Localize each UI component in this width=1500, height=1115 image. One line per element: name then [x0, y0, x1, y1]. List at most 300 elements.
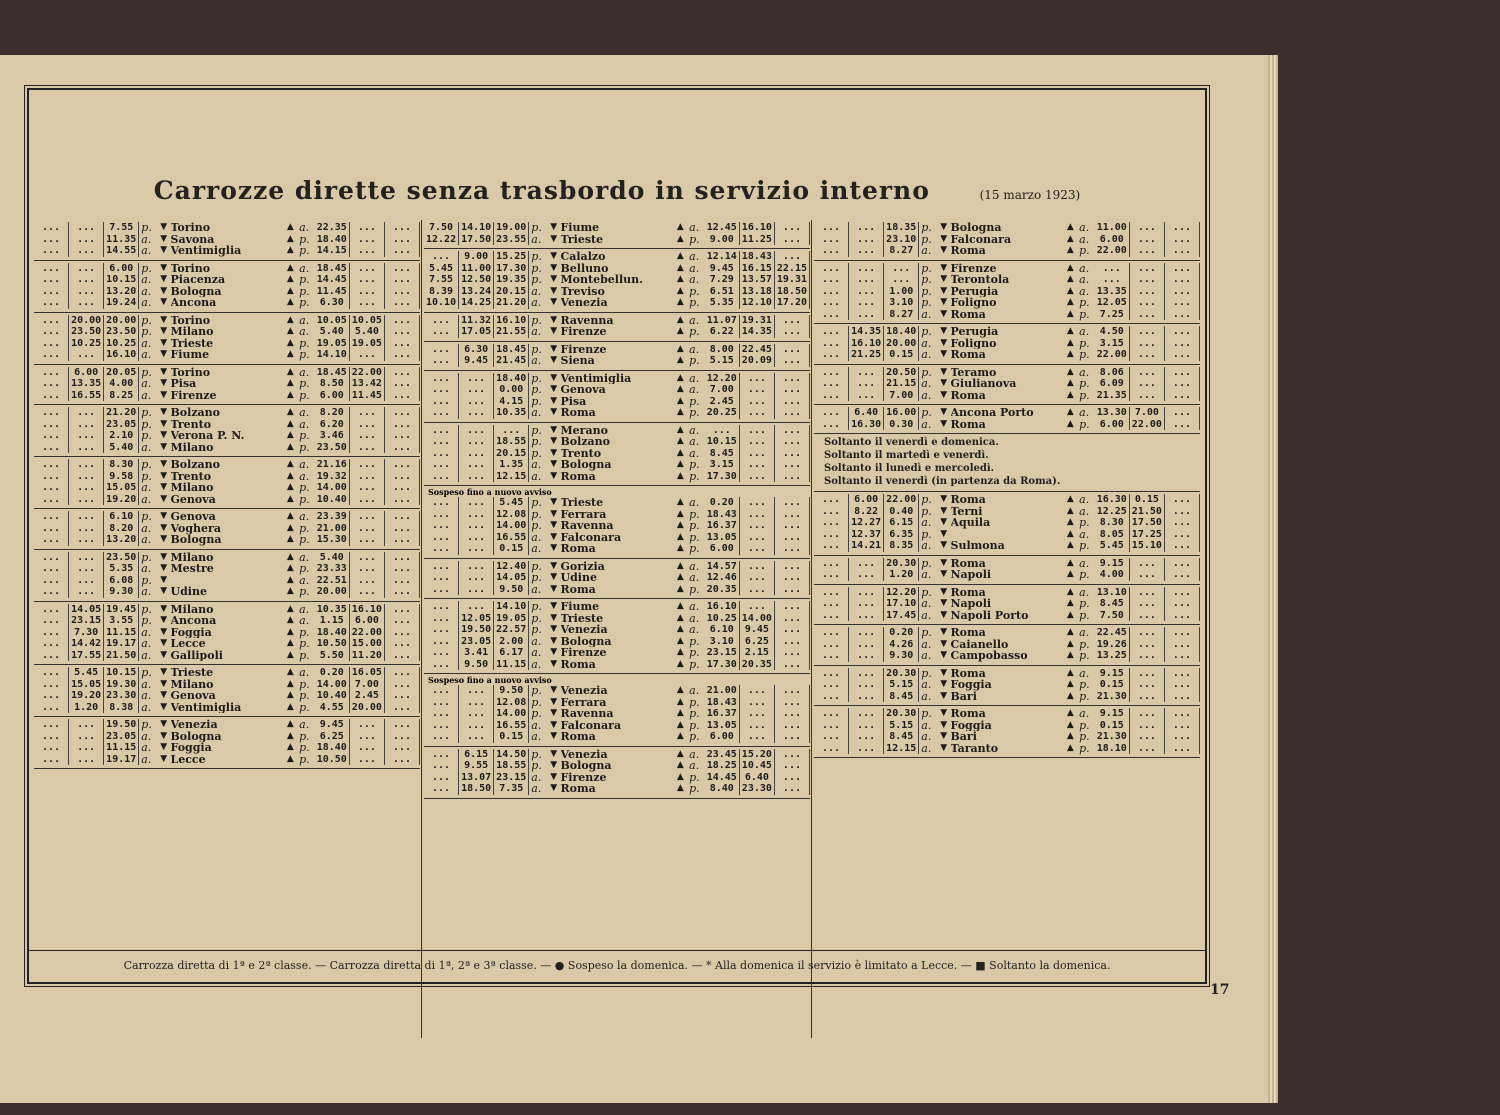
time-cell: ... [69, 297, 104, 309]
arr-dep-flag: a. [921, 336, 932, 350]
time-cell: ... [459, 471, 494, 483]
time-cell: 18.25 [705, 760, 740, 772]
direction-down-icon: ▼ [160, 441, 168, 452]
arr-dep-flag: p. [141, 406, 152, 419]
arr-dep-flag: a. [1079, 504, 1090, 518]
time-cell: 12.20 [884, 587, 919, 599]
time-cell: 20.00 [315, 586, 350, 598]
time-cell: 23.50 [315, 442, 350, 454]
timetable-row [814, 297, 1200, 309]
time-cell: 9.58 [104, 471, 139, 483]
time-cell: ... [1165, 691, 1200, 703]
time-cell: ... [69, 349, 104, 361]
timetable-block [424, 220, 810, 249]
time-cell: ... [459, 561, 494, 573]
direction-up-icon: ▲ [1066, 650, 1074, 660]
arr-dep-flag: a. [141, 637, 152, 650]
time-cell: 14.10 [315, 349, 350, 361]
timetable-row [34, 442, 420, 454]
station-name: Milano [170, 441, 214, 453]
timetable-frame [27, 88, 1207, 984]
time-cell: 18.45 [315, 263, 350, 275]
direction-down-icon: ▼ [160, 574, 168, 585]
time-cell: 10.25 [69, 338, 104, 350]
direction-down-icon: ▼ [940, 719, 948, 730]
time-cell: 5.40 [350, 326, 385, 338]
station-name: Calalzo [560, 251, 606, 263]
timetable-block [34, 509, 420, 550]
time-cell: ... [459, 396, 494, 408]
time-cell: ... [69, 731, 104, 743]
station-name: Foligno [950, 337, 997, 349]
arr-dep-flag: p. [299, 284, 310, 298]
station-name: Pisa [560, 395, 587, 407]
time-cell: ... [350, 494, 385, 506]
time-cell: ... [34, 234, 69, 246]
station-name: Venezia [560, 748, 608, 760]
time-cell: ... [385, 286, 420, 298]
direction-up-icon: ▲ [286, 690, 294, 700]
time-cell: ... [459, 685, 494, 697]
time-cell: 21.50 [1130, 506, 1165, 518]
station-name: Milano [170, 482, 214, 494]
time-cell: 17.50 [1130, 517, 1165, 529]
time-cell: ... [34, 338, 69, 350]
arr-dep-flag: p. [921, 365, 932, 379]
station-name: Bologna [170, 730, 222, 742]
time-cell: ... [775, 685, 810, 697]
timetable-row [424, 572, 810, 584]
time-cell: 21.15 [884, 378, 919, 390]
time-cell: ... [814, 222, 849, 234]
time-cell: ... [459, 584, 494, 596]
time-cell: 22.51 [315, 575, 350, 587]
time-cell: ... [1130, 245, 1165, 257]
arr-dep-flag: a. [921, 689, 932, 703]
time-cell: 19.50 [104, 719, 139, 731]
time-cell: 12.27 [849, 517, 884, 529]
time-cell: 10.50 [315, 754, 350, 766]
time-cell: 9.45 [740, 624, 775, 636]
station-name: Napoli [950, 569, 992, 581]
direction-down-icon: ▼ [550, 407, 558, 417]
time-cell: 9.30 [884, 650, 919, 662]
direction-down-icon: ▼ [940, 378, 948, 388]
arr-dep-flag: a. [531, 657, 542, 671]
time-cell: 10.15 [705, 436, 740, 448]
station-name: Ancona [170, 615, 217, 627]
time-cell: ... [385, 534, 420, 546]
time-cell: 11.20 [350, 650, 385, 662]
arr-dep-flag: a. [299, 313, 310, 327]
arr-dep-flag: p. [689, 284, 700, 298]
station-name: Napoli [950, 598, 992, 610]
time-cell: 16.55 [69, 390, 104, 402]
time-cell: 0.20 [315, 667, 350, 679]
arr-dep-flag: p. [299, 700, 310, 714]
direction-up-icon: ▲ [676, 459, 684, 469]
station-name: Foligno [950, 297, 997, 309]
time-cell: 20.05 [104, 367, 139, 379]
timetable-row [814, 234, 1200, 246]
time-cell: ... [69, 523, 104, 535]
station-name: Milano [170, 603, 214, 615]
arr-dep-flag: p. [1079, 244, 1090, 257]
arr-dep-flag: a. [1079, 626, 1090, 639]
time-cell: ... [350, 575, 385, 587]
direction-up-icon: ▲ [676, 572, 684, 582]
station-name: Savona [170, 233, 215, 245]
time-cell: ... [775, 532, 810, 544]
timetable-row [424, 274, 810, 286]
timetable-row [814, 286, 1200, 298]
station-name: Aquila [950, 517, 991, 529]
time-cell: 21.20 [494, 297, 529, 309]
timetable-row [424, 624, 810, 636]
direction-up-icon: ▲ [676, 708, 684, 718]
direction-up-icon: ▲ [676, 222, 684, 232]
time-cell: ... [459, 373, 494, 385]
time-cell: ... [849, 309, 884, 321]
time-cell: 10.45 [740, 760, 775, 772]
timetable-row [814, 587, 1200, 599]
arr-dep-flag: a. [1079, 527, 1090, 541]
time-cell: ... [814, 263, 849, 275]
time-cell: 13.20 [104, 534, 139, 546]
arr-dep-flag: p. [689, 695, 700, 709]
time-cell: 20.15 [494, 448, 529, 460]
time-cell: 13.05 [705, 532, 740, 544]
arr-dep-flag: a. [531, 718, 542, 732]
direction-down-icon: ▼ [160, 638, 168, 648]
arr-dep-flag: p. [299, 481, 310, 494]
timetable-row [34, 222, 420, 234]
direction-up-icon: ▲ [1066, 418, 1074, 429]
time-cell: 15.20 [740, 749, 775, 761]
station-name: Falconara [560, 719, 622, 731]
time-cell: 0.30 [884, 419, 919, 431]
timetable-block [424, 249, 810, 313]
time-cell: ... [849, 569, 884, 581]
arr-dep-flag: p. [1079, 296, 1090, 309]
time-cell: 6.00 [104, 263, 139, 275]
timetable-row [814, 569, 1200, 581]
direction-down-icon: ▼ [550, 222, 558, 232]
time-cell: 21.16 [315, 459, 350, 471]
time-cell: ... [424, 425, 459, 437]
time-cell: ... [775, 396, 810, 408]
arr-dep-flag: p. [1079, 539, 1090, 552]
time-cell: ... [385, 442, 420, 454]
time-cell: 20.30 [884, 708, 919, 720]
time-cell: ... [385, 349, 420, 361]
direction-up-icon: ▲ [1066, 638, 1074, 649]
time-cell: 19.00 [494, 222, 529, 234]
time-cell: ... [459, 731, 494, 743]
time-cell: ... [424, 572, 459, 584]
time-cell: ... [34, 222, 69, 234]
direction-down-icon: ▼ [940, 262, 948, 273]
direction-down-icon: ▼ [940, 528, 948, 539]
arr-dep-flag: a. [141, 296, 152, 309]
direction-up-icon: ▲ [286, 378, 294, 388]
direction-down-icon: ▼ [940, 517, 948, 527]
time-cell: 19.05 [315, 338, 350, 350]
time-cell: ... [1165, 639, 1200, 651]
station-name: Roma [950, 627, 986, 639]
time-cell: ... [1165, 529, 1200, 541]
timetable-block [814, 492, 1200, 556]
time-cell: 12.14 [705, 251, 740, 263]
timetable-block [34, 457, 420, 509]
time-cell: ... [424, 561, 459, 573]
time-cell: 0.15 [494, 543, 529, 555]
time-cell: 6.25 [740, 636, 775, 648]
direction-down-icon: ▼ [160, 389, 168, 400]
time-cell: 20.00 [350, 702, 385, 714]
title-date: (15 marzo 1923) [979, 188, 1081, 202]
time-cell: ... [424, 396, 459, 408]
timetable-row [814, 668, 1200, 680]
time-cell: 22.45 [1095, 627, 1130, 639]
time-cell: 21.35 [1095, 390, 1130, 402]
direction-down-icon: ▼ [160, 459, 168, 469]
direction-up-icon: ▲ [286, 314, 294, 325]
arr-dep-flag: p. [531, 261, 542, 275]
time-cell: 9.00 [705, 234, 740, 246]
time-cell: ... [350, 442, 385, 454]
direction-down-icon: ▼ [550, 395, 558, 406]
timetable-row [814, 407, 1200, 419]
time-cell: 18.43 [705, 697, 740, 709]
time-cell: 8.20 [315, 407, 350, 419]
arr-dep-flag: p. [531, 446, 542, 460]
time-cell: ... [69, 586, 104, 598]
arr-dep-flag: a. [921, 244, 932, 257]
direction-up-icon: ▲ [286, 603, 294, 614]
arr-dep-flag: p. [141, 550, 152, 564]
time-cell: ... [385, 234, 420, 246]
time-cell: ... [424, 326, 459, 338]
arr-dep-flag: a. [689, 611, 700, 625]
arr-dep-flag: p. [689, 232, 700, 246]
time-cell: 18.50 [459, 783, 494, 795]
timetable-block [814, 324, 1200, 365]
direction-down-icon: ▼ [160, 233, 168, 244]
timetable-block [814, 556, 1200, 585]
time-cell: ... [385, 494, 420, 506]
direction-up-icon: ▲ [676, 497, 684, 507]
time-cell: ... [385, 482, 420, 494]
direction-down-icon: ▼ [940, 337, 948, 348]
arr-dep-flag: p. [531, 707, 542, 720]
time-cell: ... [34, 586, 69, 598]
direction-up-icon: ▲ [676, 624, 684, 634]
direction-down-icon: ▼ [550, 520, 558, 530]
time-cell: 8.39 [424, 286, 459, 298]
time-cell: ... [884, 263, 919, 275]
time-cell: ... [424, 407, 459, 419]
direction-up-icon: ▲ [1066, 274, 1074, 284]
time-cell: ... [1165, 679, 1200, 691]
direction-down-icon: ▼ [160, 626, 168, 637]
direction-up-icon: ▲ [676, 696, 684, 707]
time-cell: 16.10 [849, 338, 884, 350]
station-name: Treviso [560, 285, 605, 297]
time-cell: 2.45 [350, 690, 385, 702]
time-cell: 8.50 [315, 378, 350, 390]
arr-dep-flag: a. [299, 261, 310, 275]
direction-down-icon: ▼ [550, 436, 558, 446]
arr-dep-flag: p. [921, 232, 932, 246]
direction-up-icon: ▲ [1066, 222, 1074, 232]
arr-dep-flag: a. [1079, 261, 1090, 275]
time-cell: 5.40 [104, 442, 139, 454]
timetable-row [424, 471, 810, 483]
time-cell: 10.50 [315, 638, 350, 650]
time-cell: 6.22 [705, 326, 740, 338]
time-cell: 15.25 [494, 251, 529, 263]
time-cell: ... [814, 234, 849, 246]
time-cell: ... [34, 263, 69, 275]
time-cell: 6.40 [849, 407, 884, 419]
time-cell: ... [459, 509, 494, 521]
timetable-row [34, 326, 420, 338]
time-cell: 11.32 [459, 315, 494, 327]
time-cell: 6.00 [849, 494, 884, 506]
timetable-row [34, 719, 420, 731]
time-cell: ... [740, 532, 775, 544]
time-cell: ... [1130, 222, 1165, 234]
direction-up-icon: ▲ [1066, 505, 1074, 516]
time-cell: 7.55 [104, 222, 139, 234]
timetable-row [814, 743, 1200, 755]
time-cell: 16.05 [350, 667, 385, 679]
direction-up-icon: ▲ [1066, 366, 1074, 377]
arr-dep-flag: p. [141, 261, 152, 275]
direction-up-icon: ▲ [286, 626, 294, 637]
time-cell: 14.00 [740, 613, 775, 625]
time-cell: ... [34, 274, 69, 286]
arr-dep-flag: p. [531, 221, 542, 234]
arr-dep-flag: a. [921, 539, 932, 552]
station-name: Trento [560, 447, 602, 459]
station-name: Trento [170, 470, 212, 482]
time-cell: ... [350, 523, 385, 535]
time-cell: ... [1130, 349, 1165, 361]
time-cell: 20.30 [884, 558, 919, 570]
timetable-row [424, 708, 810, 720]
arr-dep-flag: a. [921, 516, 932, 529]
direction-down-icon: ▼ [940, 690, 948, 701]
time-cell: ... [814, 494, 849, 506]
station-name: Ventimiglia [170, 701, 242, 713]
time-cell: ... [1165, 731, 1200, 743]
time-cell: 0.20 [705, 497, 740, 509]
time-cell: ... [424, 720, 459, 732]
arr-dep-flag: p. [299, 689, 310, 702]
time-cell: ... [1165, 419, 1200, 431]
time-cell: 16.15 [740, 263, 775, 275]
time-cell: 10.05 [350, 315, 385, 327]
time-cell: ... [775, 572, 810, 584]
timetable-block [814, 625, 1200, 666]
arr-dep-flag: p. [531, 313, 542, 327]
time-cell: ... [34, 245, 69, 257]
arr-dep-flag: a. [921, 649, 932, 662]
arr-dep-flag: a. [299, 417, 310, 431]
timetable-row [34, 430, 420, 442]
time-cell: 17.30 [705, 659, 740, 671]
time-cell: ... [69, 274, 104, 286]
direction-up-icon: ▲ [676, 343, 684, 354]
arr-dep-flag: a. [141, 388, 152, 402]
time-cell: 8.27 [884, 309, 919, 321]
direction-up-icon: ▲ [676, 384, 684, 394]
arr-dep-flag: p. [689, 707, 700, 720]
arr-dep-flag: a. [141, 700, 152, 714]
time-cell: 20.00 [884, 338, 919, 350]
time-cell: 19.20 [104, 494, 139, 506]
arr-dep-flag: p. [299, 533, 310, 546]
time-cell: ... [814, 286, 849, 298]
arr-dep-flag: a. [689, 623, 700, 636]
time-cell: 4.50 [1095, 326, 1130, 338]
time-cell: 15.00 [350, 638, 385, 650]
time-cell: ... [814, 569, 849, 581]
timetable-row [424, 509, 810, 521]
time-cell: ... [740, 448, 775, 460]
arr-dep-flag: a. [141, 585, 152, 598]
direction-down-icon: ▼ [160, 730, 168, 741]
time-cell: 19.17 [104, 638, 139, 650]
timetable-row [814, 326, 1200, 338]
direction-up-icon: ▲ [1066, 627, 1074, 637]
time-cell: ... [740, 685, 775, 697]
timetable-row [424, 425, 810, 437]
direction-up-icon: ▲ [676, 760, 684, 770]
time-cell: ... [459, 384, 494, 396]
arr-dep-flag: a. [299, 718, 310, 731]
arr-dep-flag: p. [921, 527, 932, 541]
time-cell: 14.50 [494, 749, 529, 761]
direction-up-icon: ▲ [286, 563, 294, 573]
time-cell: ... [350, 419, 385, 431]
direction-up-icon: ▲ [676, 297, 684, 307]
direction-down-icon: ▼ [160, 742, 168, 752]
arr-dep-flag: a. [141, 440, 152, 454]
time-cell: ... [1095, 263, 1130, 275]
timetable-block [34, 550, 420, 602]
time-cell: ... [385, 552, 420, 564]
time-cell: ... [34, 471, 69, 483]
block-label: Sospeso fino a nuovo avviso [428, 487, 552, 497]
time-cell: 7.00 [350, 679, 385, 691]
station-name: Bolzano [170, 407, 221, 419]
time-cell: 23.50 [104, 326, 139, 338]
station-name: Trieste [560, 612, 604, 624]
direction-down-icon: ▼ [940, 245, 948, 255]
direction-down-icon: ▼ [550, 314, 558, 325]
time-cell: ... [424, 749, 459, 761]
direction-down-icon: ▼ [160, 534, 168, 544]
time-cell: ... [69, 263, 104, 275]
time-cell: 13.20 [104, 286, 139, 298]
arr-dep-flag: a. [689, 496, 700, 509]
direction-down-icon: ▼ [160, 285, 168, 296]
time-cell: 12.25 [1095, 506, 1130, 518]
timetable-row [424, 520, 810, 532]
